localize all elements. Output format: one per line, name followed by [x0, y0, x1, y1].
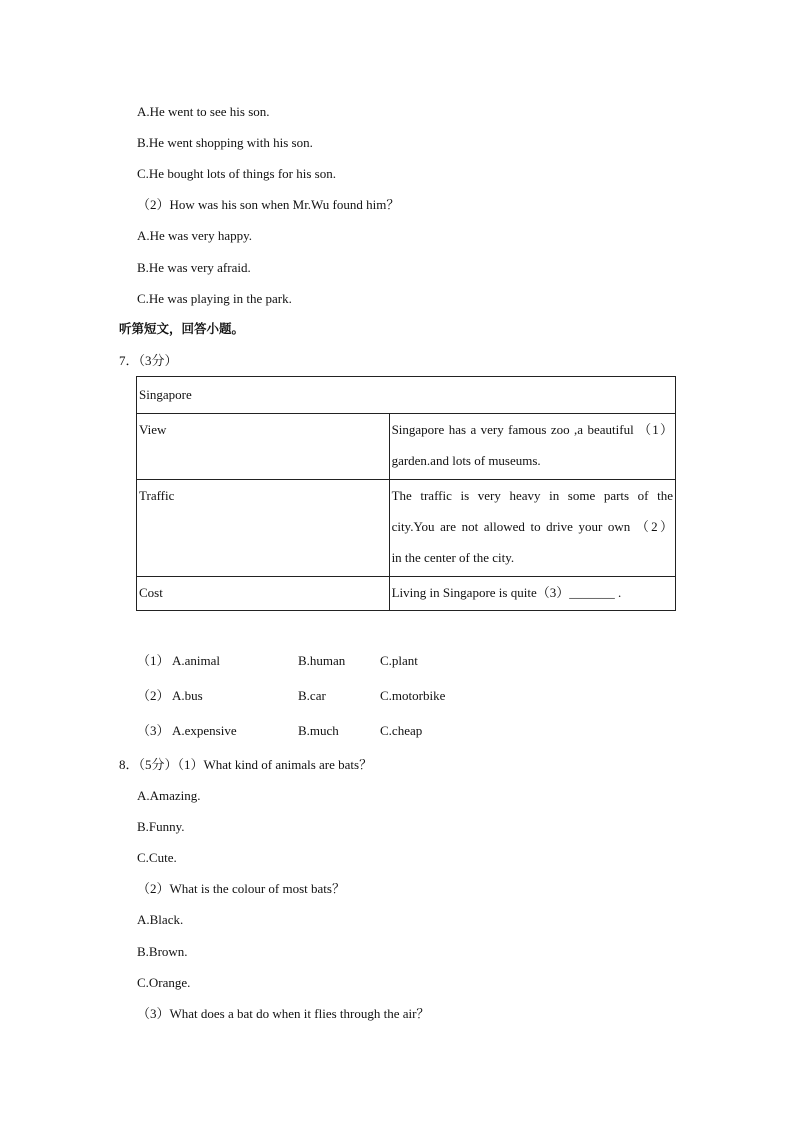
table-row	[137, 577, 676, 611]
section-heading: 听第短文，回答小题。	[119, 321, 245, 336]
option-c: C.cheap	[380, 723, 423, 738]
q8-header: 8．（5分）（1）What kind of animals are bats？	[119, 757, 373, 772]
row-label: View	[139, 422, 167, 437]
option-c: C.plant	[380, 653, 418, 668]
q8-p3-question: （3）What does a bat do when it flies through the air？	[137, 1006, 430, 1021]
q6-p1-option-a: A.He went to see his son.	[137, 104, 270, 119]
row-label: Cost	[139, 585, 163, 600]
row-text-line: city.You are not allowed to drive your own （2）	[391, 519, 673, 534]
option-a: A.bus	[172, 688, 203, 703]
option-number: （3）	[137, 723, 170, 738]
row-text-line: The traffic is very heavy in some parts of the	[391, 488, 673, 503]
option-b: B.much	[298, 723, 339, 738]
option-a: A.expensive	[172, 723, 237, 738]
q8-p1-option-c: C.Cute.	[137, 850, 177, 865]
q8-p2-option-c: C.Orange.	[137, 975, 191, 990]
row-label-view	[137, 414, 390, 480]
table-row	[137, 377, 676, 414]
row-text-line: Singapore has a very famous zoo ,a beautiful （1）	[391, 422, 673, 437]
q7-header: 7．（3分）	[119, 353, 178, 368]
row-text-line: in the center of the city.	[391, 550, 515, 565]
row-text-line: Living in Singapore is quite（3）_______ .	[391, 585, 622, 600]
q6-p2-option-b: B.He was very afraid.	[137, 260, 251, 275]
q6-p2-option-c: C.He was playing in the park.	[137, 291, 292, 306]
option-b: B.car	[298, 688, 326, 703]
q8-p1-option-b: B.Funny.	[137, 819, 185, 834]
row-content-traffic	[389, 480, 675, 577]
table-title: Singapore	[139, 387, 192, 402]
row-label-traffic	[137, 480, 390, 577]
table-title-cell	[137, 377, 676, 414]
q8-p1-option-a: A.Amazing.	[137, 788, 201, 803]
option-c: C.motorbike	[380, 688, 446, 703]
option-number: （2）	[137, 688, 170, 703]
row-content-view	[389, 414, 675, 480]
table-row	[137, 414, 676, 480]
q6-p2-question: （2）How was his son when Mr.Wu found him？	[137, 197, 400, 212]
option-a: A.animal	[172, 653, 221, 668]
row-text-line: garden.and lots of museums.	[391, 453, 541, 468]
q8-p2-option-b: B.Brown.	[137, 944, 188, 959]
q6-p2-option-a: A.He was very happy.	[137, 228, 253, 243]
option-number: （1）	[137, 653, 170, 668]
q6-p1-option-b: B.He went shopping with his son.	[137, 135, 313, 150]
q6-p1-option-c: C.He bought lots of things for his son.	[137, 166, 336, 181]
q8-p2-question: （2）What is the colour of most bats？	[137, 881, 345, 896]
singapore-table	[136, 376, 676, 611]
row-content-cost	[389, 577, 675, 611]
row-label-cost	[137, 577, 390, 611]
option-b: B.human	[298, 653, 346, 668]
table-row	[137, 480, 676, 577]
q8-p2-option-a: A.Black.	[137, 912, 184, 927]
row-label: Traffic	[139, 488, 175, 503]
